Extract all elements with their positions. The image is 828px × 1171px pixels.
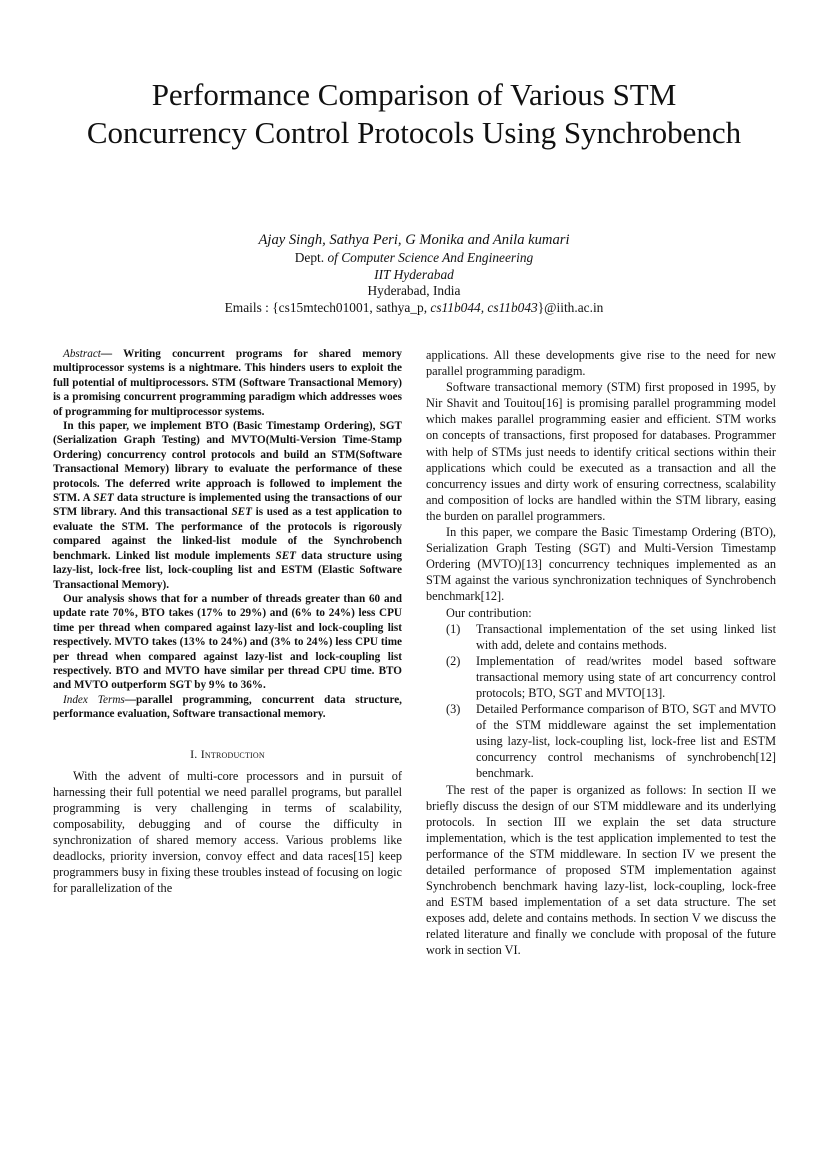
intro-paragraph-1: With the advent of multi-core processors and in pursuit of harnessing their full potential we need parallel programs, but parallel programming is very challenging in terms of scalability, composability, debugging and of course the difficulty in synchronization of shared memory access. Various problems like deadlocks, priority inversion, convoy effect and data races[15] keep programmers busy in fixing these troubles instead of focusing on logic for parallelization of the — [53, 768, 402, 896]
author-emails: Emails : {cs15mtech01001, sathya_p, cs11b044, cs11b043}@iith.ac.in — [224, 299, 604, 315]
right-paragraph-0: applications. All these developments give rise to the need for new parallel programming paradigm. — [426, 348, 776, 379]
title-line-1: Performance Comparison of Various STM — [151, 77, 677, 112]
section-heading-introduction: I. Introduction — [190, 746, 265, 761]
author-city: Hyderabad, India — [367, 283, 461, 298]
right-column — [426, 347, 776, 959]
title-line-2: Concurrency Control Protocols Using Synchrobench — [86, 115, 742, 150]
index-terms: Index Terms—parallel programming, concurrent data structure, performance evaluation, Software transactional memory. — [53, 693, 402, 721]
right-paragraph-1: Software transactional memory (STM) first proposed in 1995, by Nir Shavit and Touitou[16] is promising parallel programming model which makes parallel programming easier and efficient. STM works on concepts of transactions, first proposed for databases. Programmer with help of STMs just needs to identify critical sections within their applications which could be executed as a transaction and all the concurrency issues and dirty work of ensuring correctness, scalability and composition of locks are handled within the STM library, easing the burden on parallel programmers. — [426, 380, 776, 523]
contribution-list — [426, 621, 776, 782]
contribution-heading: Our contribution: — [446, 605, 532, 620]
abstract-paragraph-2: In this paper, we implement BTO (Basic Timestamp Ordering), SGT (Serialization Graph Testing) and MVTO(Multi-Version Time-Stamp Ordering) concurrency control protocols and build an STM(Software Transactional Memory) library to evaluate the performance of these protocols. The deferred write approach is followed to implement the STM. A SET data structure is implemented using the transactions of our STM library. And this transactional SET is used as a test application to evaluate the STM. The performance of the protocols is rigorously compared against the linked-list module of the Synchrobench benchmark. Linked list module implements SET data structure using lazy-list, lock-free list, lock-coupling list and ESTM (Elastic Software Transactional Memory). — [53, 420, 403, 591]
intro-body — [53, 768, 402, 897]
list-item: (2) Implementation of read/writes model based software transactional memory using state of art concurrency control protocols; BTO, SGT and MVTO[13]. — [446, 653, 776, 700]
right-paragraph-2: In this paper, we compare the Basic Timestamp Ordering (BTO), Serialization Graph Testing (SGT) and Multi-Version Timestamp Ordering (MVTO)[13] concurrency techniques implemented as an STM against the various synchronization techniques of Synchrobench benchmark[12]. — [426, 525, 776, 604]
paper-title — [40, 76, 788, 152]
author-institution: IIT Hyderabad — [374, 266, 454, 282]
author-dept: Dept. of Computer Science And Engineering — [294, 250, 534, 265]
author-names: Ajay Singh, Sathya Peri, G Monika and Anila kumari — [258, 232, 570, 248]
abstract-paragraph-3: Our analysis shows that for a number of threads greater than 60 and update rate 70%, BTO takes (17% to 29%) and (6% to 24%) less CPU time per thread when compared against lazy-list and lock-coupling list respectively. MVTO takes (13% to 24%) and (3% to 24%) less CPU time per thread when compared against lazy-list and lock-coupling list respectively. BTO and MVTO have similar per thread CPU time. BTO and MVTO outperform SGT by 9% to 36%. — [53, 592, 402, 692]
list-item: (3) Detailed Performance comparison of BTO, SGT and MVTO of the STM middleware against the set implementation using lazy-list, lock-coupling list, lock-free list and ESTM concurrency control mechanisms of synchrobench[12] benchmark. — [446, 702, 776, 781]
abstract-paragraph-1: Abstract— Writing concurrent programs for shared memory multiprocessor systems is a nightmare. This hinders users to exploit the full potential of multiprocessors. STM (Software Transactional Memory) is a promising concurrent programming paradigm which addresses woes of programming for multiprocessor systems. — [53, 348, 402, 418]
left-column — [53, 347, 402, 896]
abstract — [53, 347, 402, 722]
right-paragraph-3: The rest of the paper is organized as follows: In section II we briefly discuss the design of our STM middleware and its underlying protocols. In section III we explain the set data structure implementation, which is the test application implemented to test the performance of the STM middleware. In section IV we present the detailed performance of proposed STM implementation against Synchrobench benchmark having lazy-list, lock-coupling, lock-free and ESTM based implementation of a set data structure. The set exposes add, delete and contains methods. In section V we discuss the related literature and finally we conclude with proposal of the future work in section VI. — [426, 782, 776, 958]
author-block — [80, 230, 748, 316]
list-item: (1) Transactional implementation of the set using linked list with add, delete and contains methods. — [446, 621, 776, 652]
